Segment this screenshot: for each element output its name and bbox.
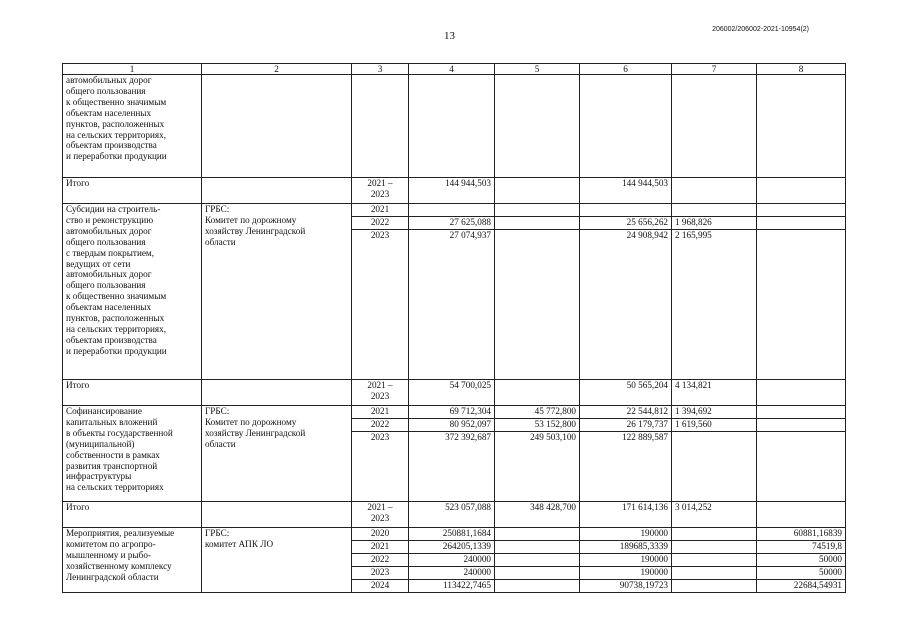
cell-text-line: объектам производства [66, 140, 157, 151]
table-cell [580, 178, 672, 204]
cell-text-line: ство и реконструкцию [66, 214, 154, 225]
table-cell [63, 75, 202, 178]
cell-text-line: 2023 [370, 567, 390, 577]
table-cell [352, 217, 409, 230]
cell-text-line: 2023 [370, 390, 390, 401]
cell-text-line: общего пользования [66, 280, 146, 291]
table-cell [352, 75, 409, 178]
cell-text-line: 250881,1684 [442, 528, 491, 538]
table-cell [580, 580, 672, 593]
cell-text-line: 240000 [463, 554, 491, 564]
column-number: 1 [63, 64, 202, 75]
cell-text-line: 50000 [819, 554, 842, 564]
cell-text-line: 2021 – [367, 502, 393, 512]
cell-text-line: 2023 [370, 512, 390, 523]
cell-text-line: 90738,19723 [619, 580, 668, 590]
table-cell [757, 502, 846, 528]
cell-text-line: общего пользования [66, 236, 146, 247]
table-cell [352, 580, 409, 593]
cell-text-line: 22 544,812 [626, 406, 668, 416]
cell-text-line: ГРБС: [205, 204, 230, 214]
table-cell [409, 230, 495, 380]
cell-text-line: на сельских территориях, [66, 323, 166, 334]
table-cell [672, 230, 757, 380]
cell-text-line: 113422,7465 [443, 580, 491, 590]
cell-text-line: хозяйству Ленинградской [205, 427, 306, 438]
table-cell [409, 217, 495, 230]
table-cell [757, 419, 846, 432]
cell-text-line: Комитет по дорожному [205, 214, 297, 225]
cell-text-line: Ленинградской области [66, 571, 159, 582]
table-cell [352, 554, 409, 567]
table-cell [672, 567, 757, 580]
cell-text-line: области [205, 236, 236, 247]
table-cell [495, 204, 580, 217]
cell-text-line: и переработки продукции [66, 345, 167, 356]
cell-text-line: 523 057,088 [445, 502, 491, 512]
table-cell [409, 419, 495, 432]
table-cell [202, 204, 352, 380]
cell-text-line: Субсидии на строитель- [66, 204, 161, 214]
cell-text-line: 122 889,587 [622, 432, 668, 442]
table-cell [757, 528, 846, 541]
cell-text-line: 2021 [370, 204, 390, 214]
cell-text-line: собственности в рамках [66, 449, 160, 460]
cell-text-line: 240000 [463, 567, 491, 577]
cell-text-line: 2024 [370, 580, 390, 590]
cell-text-line: ГРБС: [205, 406, 230, 416]
table-cell [63, 502, 202, 528]
table-row [63, 204, 846, 217]
table-cell [409, 528, 495, 541]
page-number: 13 [444, 30, 455, 42]
column-number: 4 [409, 64, 495, 75]
table-cell [580, 541, 672, 554]
cell-text-line: автомобильных дорог [66, 75, 152, 85]
table-cell [757, 567, 846, 580]
cell-text-line: и переработки продукции [66, 151, 167, 162]
cell-text-line: 2022 [370, 554, 390, 564]
budget-table [62, 63, 846, 593]
column-number: 8 [757, 64, 846, 75]
table-cell [580, 75, 672, 178]
table-cell [672, 178, 757, 204]
column-number: 5 [495, 64, 580, 75]
cell-text-line: комитетом по агропро- [66, 538, 156, 549]
table-cell [202, 380, 352, 406]
table-cell [63, 380, 202, 406]
cell-text-line: 189685,3339 [619, 541, 668, 551]
column-number: 2 [202, 64, 352, 75]
cell-text-line: на сельских территориях [66, 482, 164, 493]
cell-text-line: 144 944,503 [622, 178, 668, 188]
table-cell [352, 432, 409, 502]
table-cell [495, 567, 580, 580]
cell-text-line: 60881,16839 [793, 528, 842, 538]
cell-text-line: объектам населенных [66, 302, 152, 313]
cell-text-line: пунктов, расположенных [66, 118, 165, 129]
table-cell [352, 567, 409, 580]
cell-text-line: Итого [66, 380, 90, 390]
cell-text-line: области [205, 438, 236, 449]
table-cell [202, 178, 352, 204]
cell-text-line: 2023 [370, 432, 390, 442]
table-body [63, 75, 846, 593]
table-cell [409, 541, 495, 554]
table-cell [672, 406, 757, 419]
table-cell [352, 178, 409, 204]
cell-text-line: с твердым покрытием, [66, 247, 155, 258]
table-cell [352, 230, 409, 380]
table-cell [580, 406, 672, 419]
table-cell [495, 75, 580, 178]
cell-text-line: мышленному и рыбо- [66, 549, 151, 560]
cell-text-line: в объекты государственной [66, 427, 173, 438]
table-cell [580, 528, 672, 541]
table-header [63, 64, 846, 75]
table-cell [580, 432, 672, 502]
cell-text-line: 2022 [370, 419, 390, 429]
cell-text-line: хозяйству Ленинградской [205, 225, 306, 236]
cell-text-line: 3 014,252 [675, 502, 712, 512]
table-cell [495, 419, 580, 432]
table-cell [63, 528, 202, 593]
table-row [63, 380, 846, 406]
cell-text-line: 74519,8 [812, 541, 842, 551]
cell-text-line: Итого [66, 502, 90, 512]
table-cell [409, 380, 495, 406]
table-cell [409, 502, 495, 528]
table-cell [757, 204, 846, 217]
cell-text-line: объектам населенных [66, 107, 152, 118]
table-cell [672, 380, 757, 406]
cell-text-line: к общественно значимым [66, 96, 167, 107]
table-cell [672, 204, 757, 217]
cell-text-line: 190000 [640, 567, 668, 577]
cell-text-line: (муниципальной) [66, 438, 135, 449]
table-cell [495, 406, 580, 419]
table-row [63, 75, 846, 178]
table-cell [352, 380, 409, 406]
table-cell [580, 554, 672, 567]
cell-text-line: 372 392,687 [445, 432, 491, 442]
cell-text-line: 190000 [640, 554, 668, 564]
table-cell [202, 406, 352, 502]
table-cell [352, 204, 409, 217]
table-cell [202, 75, 352, 178]
table-cell [757, 217, 846, 230]
table-cell [495, 230, 580, 380]
table-cell [202, 528, 352, 593]
cell-text-line: 348 428,700 [530, 502, 576, 512]
cell-text-line: 50000 [819, 567, 842, 577]
cell-text-line: 1 394,692 [675, 406, 712, 416]
table-cell [672, 419, 757, 432]
cell-text-line: 54 700,025 [449, 380, 491, 390]
table-cell [409, 75, 495, 178]
table-cell [495, 178, 580, 204]
table-cell [495, 528, 580, 541]
table-cell [409, 567, 495, 580]
table-cell [580, 502, 672, 528]
cell-text-line: 2020 [370, 528, 390, 538]
table-cell [580, 380, 672, 406]
table-cell [63, 204, 202, 380]
cell-text-line: Мероприятия, реализуемые [66, 528, 175, 538]
table-cell [580, 419, 672, 432]
table-cell [409, 178, 495, 204]
table-cell [352, 502, 409, 528]
cell-text-line: Комитет по дорожному [205, 416, 297, 427]
column-number: 6 [580, 64, 672, 75]
table-cell [63, 406, 202, 502]
table-cell [757, 230, 846, 380]
table-cell [672, 580, 757, 593]
table-cell [672, 75, 757, 178]
cell-text-line: автомобильных дорог [66, 269, 152, 280]
cell-text-line: 2023 [370, 230, 390, 240]
table-cell [202, 502, 352, 528]
cell-text-line: Софинансирование [66, 406, 142, 416]
table-cell [352, 528, 409, 541]
cell-text-line: капитальных вложений [66, 416, 158, 427]
table-cell [672, 541, 757, 554]
cell-text-line: 171 614,136 [622, 502, 668, 512]
cell-text-line: 2023 [370, 188, 390, 199]
table-cell [672, 432, 757, 502]
cell-text-line: 53 152,800 [534, 419, 576, 429]
table-cell [672, 502, 757, 528]
cell-text-line: 45 772,800 [534, 406, 576, 416]
table-cell [352, 419, 409, 432]
table-cell [495, 554, 580, 567]
cell-text-line: Итого [66, 178, 90, 188]
table-cell [757, 406, 846, 419]
cell-text-line: ГРБС: [205, 528, 230, 538]
table-cell [757, 178, 846, 204]
cell-text-line: комитет АПК ЛО [205, 538, 274, 549]
cell-text-line: 27 625,088 [449, 217, 491, 227]
table-cell [409, 406, 495, 419]
table-cell [495, 580, 580, 593]
cell-text-line: 22684,54931 [793, 580, 842, 590]
cell-text-line: 2021 [370, 541, 390, 551]
cell-text-line: 27 074,937 [449, 230, 491, 240]
table-row [63, 502, 846, 528]
cell-text-line: 264205,1339 [442, 541, 491, 551]
table-cell [495, 541, 580, 554]
table-cell [495, 502, 580, 528]
table-row [63, 528, 846, 541]
table-cell [580, 204, 672, 217]
table-cell [409, 554, 495, 567]
table-cell [757, 541, 846, 554]
table-cell [757, 75, 846, 178]
cell-text-line: 69 712,304 [449, 406, 491, 416]
cell-text-line: 2021 – [367, 178, 393, 188]
cell-text-line: 4 134,821 [675, 380, 712, 390]
cell-text-line: 190000 [640, 528, 668, 538]
cell-text-line: ведущих от сети [66, 258, 131, 269]
cell-text-line: 50 565,204 [626, 380, 668, 390]
table-row [63, 178, 846, 204]
cell-text-line: развития транспортной [66, 460, 158, 471]
cell-text-line: 1 968,826 [675, 217, 712, 227]
cell-text-line: 2021 [370, 406, 390, 416]
table-cell [580, 567, 672, 580]
cell-text-line: автомобильных дорог [66, 225, 152, 236]
table-cell [757, 580, 846, 593]
table-cell [757, 432, 846, 502]
column-number: 3 [352, 64, 409, 75]
cell-text-line: объектам производства [66, 334, 157, 345]
table-cell [409, 432, 495, 502]
table-cell [409, 580, 495, 593]
table-cell [495, 217, 580, 230]
cell-text-line: к общественно значимым [66, 291, 167, 302]
cell-text-line: 249 503,100 [530, 432, 576, 442]
table-cell [580, 217, 672, 230]
cell-text-line: на сельских территориях, [66, 129, 166, 140]
cell-text-line: пунктов, расположенных [66, 313, 165, 324]
document-code: 206002/206002-2021-10954(2) [712, 26, 809, 33]
cell-text-line: инфраструктуры [66, 471, 132, 482]
table-cell [63, 178, 202, 204]
column-number: 7 [672, 64, 757, 75]
table-cell [757, 554, 846, 567]
table-cell [352, 406, 409, 419]
table-cell [672, 528, 757, 541]
table-cell [495, 432, 580, 502]
column-number-row [63, 64, 846, 75]
cell-text-line: 26 179,737 [626, 419, 668, 429]
table-cell [409, 204, 495, 217]
table-cell [580, 230, 672, 380]
cell-text-line: 80 952,097 [449, 419, 491, 429]
table-cell [757, 380, 846, 406]
cell-text-line: общего пользования [66, 85, 146, 96]
table-cell [352, 541, 409, 554]
cell-text-line: 144 944,503 [445, 178, 491, 188]
table-cell [495, 380, 580, 406]
table-cell [672, 217, 757, 230]
cell-text-line: 2021 – [367, 380, 393, 390]
cell-text-line: 2 165,995 [675, 230, 712, 240]
cell-text-line: 2022 [370, 217, 390, 227]
cell-text-line: 1 619,560 [675, 419, 712, 429]
cell-text-line: хозяйственному комплексу [66, 560, 172, 571]
cell-text-line: 25 656,262 [626, 217, 668, 227]
cell-text-line: 24 908,942 [626, 230, 668, 240]
table-row [63, 406, 846, 419]
table-cell [672, 554, 757, 567]
